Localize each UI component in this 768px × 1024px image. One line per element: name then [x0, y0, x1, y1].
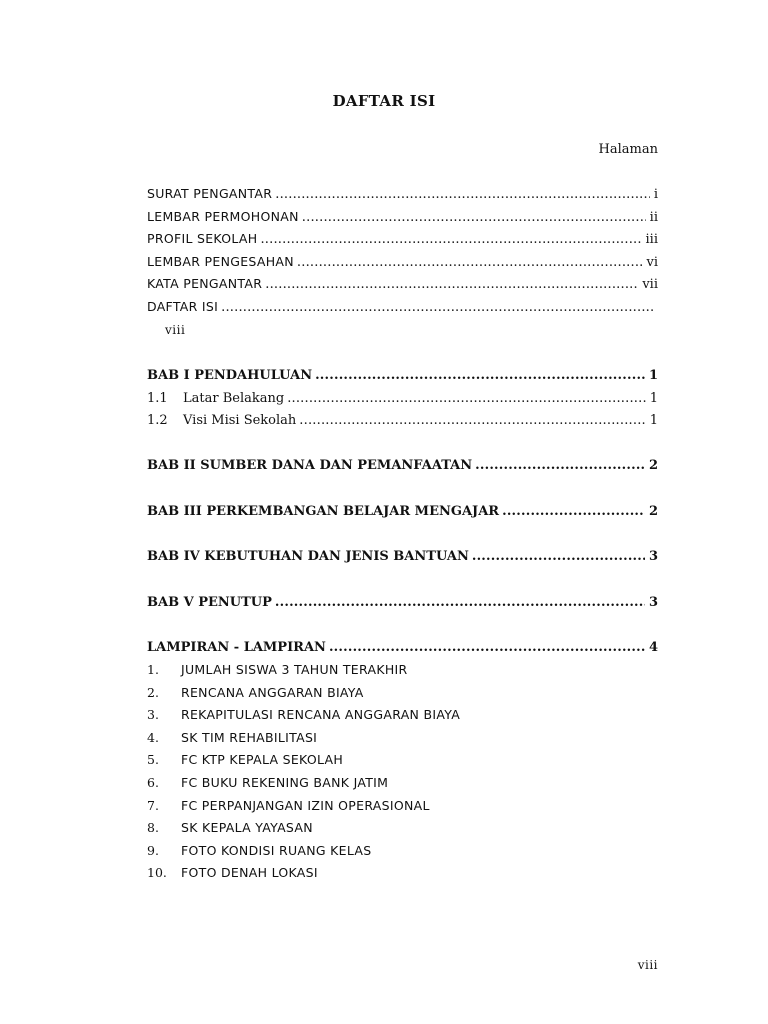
lampiran-label: FOTO KONDISI RUANG KELAS [181, 843, 372, 858]
toc-label: KATA PENGANTAR [147, 276, 263, 291]
lampiran-label: FC BUKU REKENING BANK JATIM [181, 775, 389, 790]
lampiran-number: 5. [147, 752, 159, 767]
toc-label: PROFIL SEKOLAH [147, 231, 258, 246]
toc-label: DAFTAR ISI [147, 299, 219, 314]
toc-label: SURAT PENGANTAR [147, 186, 273, 201]
lampiran-number: 10. [147, 865, 167, 880]
lampiran-number: 6. [147, 775, 159, 790]
lampiran-item[interactable] [147, 775, 388, 790]
toc-entry-1-1[interactable] [147, 391, 658, 409]
toc-label: LEMBAR PERMOHONAN [147, 209, 299, 224]
toc-leader [221, 300, 654, 315]
toc-leader [302, 210, 646, 225]
toc-page: iii [645, 232, 658, 247]
toc-entry-profil-sekolah[interactable] [147, 231, 658, 249]
lampiran-item[interactable] [147, 843, 372, 858]
toc-leader [502, 504, 645, 519]
toc-page: 1 [649, 413, 658, 428]
toc-entry-lampiran[interactable] [147, 640, 658, 658]
toc-page: ii [649, 210, 658, 225]
toc-label: BAB I PENDAHULUAN [147, 368, 313, 383]
lampiran-number: 7. [147, 798, 159, 813]
toc-leader [275, 187, 650, 202]
lampiran-item[interactable] [147, 865, 318, 880]
toc-leader [299, 413, 645, 428]
toc-entry-bab-2[interactable] [147, 458, 658, 476]
lampiran-item[interactable] [147, 707, 460, 722]
toc-number: 1.2 [147, 413, 168, 428]
toc-label: BAB IV KEBUTUHAN DAN JENIS BANTUAN [147, 549, 469, 564]
toc-page: 1 [649, 391, 658, 406]
toc-label: LEMBAR PENGESAHAN [147, 254, 294, 269]
toc-page: 2 [648, 504, 658, 519]
lampiran-number: 9. [147, 843, 159, 858]
toc-leader [260, 232, 641, 247]
toc-label: BAB III PERKEMBANGAN BELAJAR MENGAJAR [147, 504, 500, 519]
toc-entry-kata-pengantar[interactable] [147, 276, 658, 294]
toc-entry-1-2[interactable] [147, 413, 658, 431]
lampiran-label: FC KTP KEPALA SEKOLAH [181, 752, 344, 767]
toc-label: BAB II SUMBER DANA DAN PEMANFAATAN [147, 458, 473, 473]
lampiran-label: REKAPITULASI RENCANA ANGGARAN BIAYA [181, 707, 461, 722]
lampiran-number: 1. [147, 662, 159, 677]
toc-page-wrapped: viii [165, 323, 186, 337]
lampiran-label: JUMLAH SISWA 3 TAHUN TERAKHIR [181, 662, 408, 677]
lampiran-label: RENCANA ANGGARAN BIAYA [181, 685, 364, 700]
toc-page: 4 [648, 640, 658, 655]
toc-leader [297, 255, 643, 270]
toc-entry-bab-1[interactable] [147, 368, 658, 386]
lampiran-item[interactable] [147, 730, 317, 745]
lampiran-number: 3. [147, 707, 159, 722]
page-title: DAFTAR ISI [332, 92, 436, 110]
toc-label: Latar Belakang [183, 391, 285, 406]
toc-leader [475, 458, 645, 473]
toc-label: LAMPIRAN - LAMPIRAN [147, 640, 326, 655]
lampiran-number: 2. [147, 685, 159, 700]
toc-page: 1 [648, 368, 658, 383]
toc-page: vii [642, 277, 658, 292]
lampiran-label: SK KEPALA YAYASAN [181, 820, 313, 835]
toc-leader [329, 640, 645, 655]
toc-page: 3 [648, 549, 658, 564]
lampiran-label: FOTO DENAH LOKASI [181, 865, 318, 880]
toc-page: 3 [648, 595, 658, 610]
toc-label: Visi Misi Sekolah [183, 413, 297, 428]
toc-leader [287, 391, 646, 406]
lampiran-item[interactable] [147, 820, 313, 835]
lampiran-label: FC PERPANJANGAN IZIN OPERASIONAL [181, 798, 430, 813]
toc-entry-bab-5[interactable] [147, 595, 658, 613]
lampiran-item[interactable] [147, 662, 408, 677]
lampiran-number: 8. [147, 820, 159, 835]
page-number: viii [637, 958, 658, 972]
toc-entry-bab-3[interactable] [147, 504, 658, 522]
toc-leader [265, 277, 638, 292]
toc-entry-surat-pengantar[interactable] [147, 186, 658, 204]
lampiran-item[interactable] [147, 685, 364, 700]
lampiran-item[interactable] [147, 752, 343, 767]
toc-page: i [653, 187, 658, 202]
toc-leader [472, 549, 645, 564]
toc-label: BAB V PENUTUP [147, 595, 272, 610]
toc-entry-lembar-pengesahan[interactable] [147, 254, 658, 272]
lampiran-item[interactable] [147, 798, 430, 813]
page-column-header: Halaman [598, 142, 658, 157]
toc-leader [275, 595, 645, 610]
toc-page: 2 [648, 458, 658, 473]
toc-page: vi [646, 255, 658, 270]
toc-entry-bab-4[interactable] [147, 549, 658, 567]
toc-entry-daftar-isi[interactable] [147, 299, 658, 317]
toc-entry-lembar-permohonan[interactable] [147, 209, 658, 227]
toc-number: 1.1 [147, 391, 168, 406]
lampiran-number: 4. [147, 730, 159, 745]
lampiran-label: SK TIM REHABILITASI [181, 730, 318, 745]
toc-leader [315, 368, 645, 383]
